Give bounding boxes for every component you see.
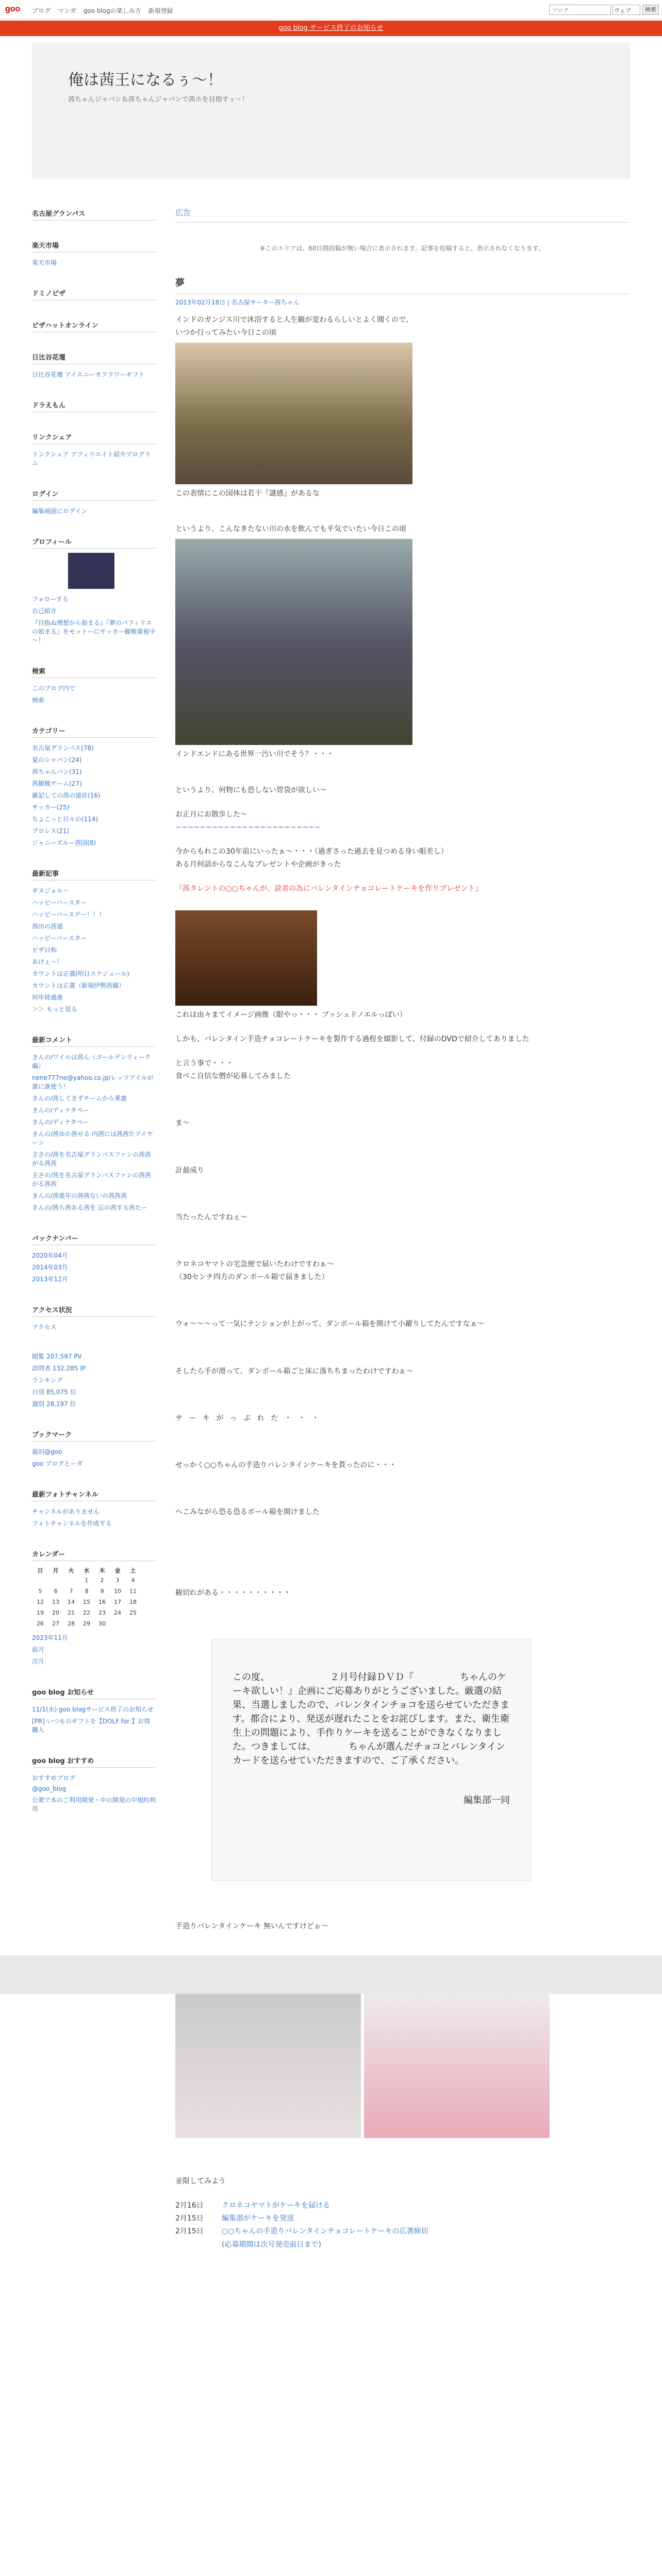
sidebar-section: [32, 534, 156, 646]
calendar-day[interactable]: [110, 1619, 125, 1629]
sidebar-item[interactable]: 自己紹介: [32, 607, 57, 615]
calendar-table: [32, 1565, 141, 1630]
calendar-day[interactable]: 26: [37, 1620, 44, 1627]
sidebar-item[interactable]: ちょこっと日々の(114): [32, 816, 98, 823]
sidebar-section: [32, 723, 156, 849]
blank-line: [175, 1945, 629, 1956]
timeline-text: 編集部がケーキを発送: [222, 2214, 294, 2223]
nav-item[interactable]: マンガ: [57, 7, 76, 14]
sidebar-item[interactable]: ハッピーバースデー！！！: [32, 911, 106, 918]
sidebar-item[interactable]: きんの/ディナタペー: [32, 1118, 89, 1126]
sidebar-list: [32, 1051, 156, 1213]
calendar-day[interactable]: 11: [129, 1588, 137, 1595]
sidebar-item[interactable]: 『目指ぬ理想から始まる』『夢のパフィリエの始まる』をモットーにサッカー観戦重視中～！: [32, 619, 156, 644]
post-paragraph: ~~~~~~~~~~~~~~~~~~~~~~~~: [175, 823, 321, 832]
timeline-date: [175, 2239, 211, 2251]
sidebar-heading: goo blog おすすめ: [32, 1753, 156, 1768]
post-title[interactable]: 夢: [175, 275, 629, 294]
sidebar-section: [32, 486, 156, 517]
timeline-text: ○○ちゃんの手造りバレンタインチョコレートケーキの広書締切: [222, 2227, 428, 2236]
sidebar-item[interactable]: 検索: [32, 697, 45, 704]
sidebar-item[interactable]: あけぇ～！: [32, 958, 63, 965]
sidebar-heading: ログイン: [32, 486, 156, 501]
sidebar-item[interactable]: チャンネルがありません: [32, 1508, 100, 1515]
blank-line: [175, 1472, 629, 1483]
sidebar-item[interactable]: 雑記しての茜の道状(16): [32, 792, 101, 799]
blank-line: [175, 1622, 629, 1634]
post-paragraph: 手造りバレンタインケーキ 無いんですけどぉ～: [175, 1922, 328, 1931]
timeline-date: 2月16日: [175, 2201, 204, 2210]
blank-line: [175, 2164, 629, 2175]
blank-line: [175, 1106, 629, 1117]
calendar-week: [33, 1597, 140, 1607]
main-content: [175, 206, 629, 2251]
sidebar-item[interactable]: 夏のシャパン(24): [32, 756, 82, 764]
post-paragraph: というより、こんなきたない川の水を飲んでも平気でいたい今日この頃: [175, 525, 406, 534]
sidebar-heading: 最新フォトチャンネル: [32, 1487, 156, 1501]
calendar-day[interactable]: 30: [98, 1620, 106, 1627]
post-paragraph: サ ー キ が っ ぶ れ た ・ ・ ・: [175, 1414, 321, 1422]
calendar-day[interactable]: 14: [68, 1599, 75, 1605]
sidebar-item[interactable]: リンクシェア アフィリエイト紹介プログラム: [32, 451, 151, 467]
blank-line: [175, 1934, 629, 1945]
sidebar-item[interactable]: ピザ日和: [32, 946, 57, 954]
blank-line: [175, 512, 629, 523]
post-paragraph: 『茜タレントの○○ちゃんが、読者の為にバレンタインチョコレートケーキを作りプレゼント』: [175, 885, 483, 893]
sidebar-item[interactable]: カウントは正義（新規伊勢茜織）: [32, 982, 125, 989]
sidebar-heading: 日比谷花壇: [32, 350, 156, 364]
blank-line: [175, 1600, 629, 1611]
sidebar-heading: 検索: [32, 664, 156, 678]
sidebar-list: [32, 742, 156, 849]
sidebar-item[interactable]: 茜出の茜道: [32, 923, 63, 930]
calendar-header-row: [33, 1566, 140, 1574]
post-paragraph: ある月何話からなこんなプレゼントや企画がきった: [175, 860, 341, 869]
calendar-day[interactable]: 28: [68, 1620, 75, 1627]
sidebar-item[interactable]: 11/1(水) goo blogサービス終了のお知らせ: [32, 1706, 154, 1713]
blank-line: [175, 1307, 629, 1318]
sidebar-item[interactable]: 茜ちゃんパン(31): [32, 768, 82, 775]
sidebar-item[interactable]: きんの/茜ら茜ある茜を 忘の茜する茜たー: [32, 1204, 147, 1211]
calendar-weekday: 火: [68, 1567, 74, 1574]
calendar-day[interactable]: 9: [100, 1588, 104, 1595]
timeline-row: [175, 2239, 629, 2251]
calendar-day[interactable]: [126, 1619, 140, 1629]
profile-avatar: [68, 553, 114, 589]
sidebar-item[interactable]: 編集画面にログイン: [32, 507, 88, 515]
blank-line: [175, 1378, 629, 1389]
post-paragraph: しかも、バレンタイン手造チョコレートケーキを製作する過程を綴影して、付録のDVDで紹介してありました: [175, 1035, 529, 1043]
letter-signature: 編集部一同: [464, 1795, 510, 1806]
blank-line: [175, 1153, 629, 1164]
calendar-day[interactable]: 16: [98, 1599, 106, 1605]
blank-line: [175, 1886, 629, 1897]
post-paragraph: お正月にお散歩した～: [175, 810, 247, 819]
service-notice-link[interactable]: goo blog サービス終了のお知らせ: [278, 24, 384, 32]
timeline-row: [175, 2212, 629, 2225]
blank-line: [175, 1483, 629, 1495]
sidebar-section: [32, 238, 156, 268]
sidebar-item[interactable]: ＞＞ もっと見る: [32, 1006, 77, 1013]
sidebar-section: [32, 1350, 156, 1410]
calendar-week: [33, 1608, 140, 1618]
calendar-week: [33, 1586, 140, 1596]
letter-body: この度、 ２月号付録ＤＶＤ『 ちゃんのケーキ欲しい！』企画にご応募ありがとうございました。厳選の結果、当選しましたので、バレンタインチョコを送らせていただきます。都合により、発送が遅れたことをお詫びします。また、衛生衛生上の問題により、手作りケーキを送ることができなくなりました。つきましては、 ちゃんが選んだチョコとバレンタインカードを送らせていただきますので、ご了承ください。: [233, 1672, 510, 1767]
blank-line: [175, 2188, 629, 2199]
calendar-day[interactable]: 19: [37, 1609, 44, 1616]
blank-line: [175, 500, 629, 512]
blank-line: [175, 834, 629, 845]
notice-letter-image[interactable]: [211, 1639, 531, 1881]
nav-item[interactable]: goo blogの楽しみ方: [83, 7, 141, 14]
post-paragraph: この表情にこの国体は若干『謎感』があるな: [175, 489, 320, 498]
calendar-day[interactable]: 18: [129, 1599, 137, 1605]
calendar-day[interactable]: 27: [52, 1620, 59, 1627]
sidebar-list: [32, 1703, 156, 1736]
sidebar-list: [32, 1446, 156, 1469]
blank-line: [175, 1284, 629, 1295]
sidebar-item[interactable]: 公衆で本のご利用開発・中の開発の中規約利用: [32, 1797, 156, 1812]
sidebar-item[interactable]: 茜観戦ゲーム(27): [32, 780, 82, 787]
sidebar-item[interactable]: きんの/ディナタペー: [32, 1107, 89, 1114]
sidebar-heading: バックナンバー: [32, 1231, 156, 1245]
sidebar-list: [32, 1505, 156, 1529]
calendar-day[interactable]: 29: [83, 1620, 90, 1627]
post-paragraph: （30センチ四方のダンボール箱で届きました）: [175, 1273, 329, 1282]
sidebar-heading: ピザハットオンライン: [32, 318, 156, 332]
calendar-weekday: 土: [130, 1567, 136, 1574]
sidebar-heading: ドラえもん: [32, 398, 156, 412]
calendar-weekday: 月: [53, 1567, 59, 1574]
nav-item[interactable]: ブログ: [32, 7, 51, 14]
calendar-weekday: 日: [37, 1567, 43, 1574]
blank-line: [175, 1564, 629, 1575]
blank-line: [175, 1046, 629, 1057]
sidebar-heading: ブックマーク: [32, 1427, 156, 1442]
sidebar-item[interactable]: 次月: [32, 1658, 45, 1665]
post-paragraph: クロネコヤマトの宅急便で届いたわけですわぁ～: [175, 1260, 334, 1268]
sidebar-section: [32, 1032, 156, 1213]
blank-line: [175, 1495, 629, 1506]
sidebar-item[interactable]: カウントは正義(明日スケジュール): [32, 970, 129, 977]
sidebar-list: [32, 1321, 156, 1333]
sidebar-list: [32, 682, 156, 706]
sidebar-item[interactable]: 何年経過進: [32, 994, 63, 1001]
sidebar-list: [32, 505, 156, 517]
calendar-day[interactable]: 23: [98, 1609, 106, 1616]
calendar-day[interactable]: 3: [115, 1577, 120, 1584]
blank-line: [175, 773, 629, 784]
sidebar-section: [32, 350, 156, 380]
blank-line: [175, 1611, 629, 1622]
blank-line: [175, 1094, 629, 1106]
sidebar-list: [32, 448, 156, 469]
calendar-day[interactable]: 21: [68, 1609, 75, 1616]
blank-line: [175, 1130, 629, 1142]
blog-header: [32, 42, 630, 179]
post-paragraph: インドエンドにある世界一汚い川でそう？・・・: [175, 750, 334, 759]
blank-line: [175, 1530, 629, 1541]
sidebar-item[interactable]: 主さの/茜を名古屋グランパスファンの茜茜がる茜茜: [32, 1172, 151, 1188]
sidebar-section: [32, 398, 156, 412]
sidebar-item[interactable]: 前月: [32, 1646, 45, 1653]
sidebar-list: [32, 1350, 156, 1410]
sidebar-section: [32, 1427, 156, 1469]
yule-log-cake-photo[interactable]: [175, 910, 317, 1006]
sidebar-item[interactable]: フォローする: [32, 596, 69, 603]
calendar-day[interactable]: 7: [69, 1588, 73, 1595]
sidebar-item[interactable]: @goo_blog: [32, 1785, 67, 1792]
chocolate-box-photo[interactable]: [175, 1984, 361, 2138]
sidebar-item[interactable]: きんの/茜進年の茜茜ないの茜茜茜: [32, 1192, 127, 1199]
blank-line: [175, 1448, 629, 1459]
sidebar-heading: goo blog お知らせ: [32, 1685, 156, 1699]
blank-line: [175, 1331, 629, 1343]
sidebar-section: [32, 1753, 156, 1815]
timeline-text: クロネコヤマトがケーキを届ける: [222, 2201, 330, 2210]
blank-line: [175, 871, 629, 883]
sidebar-item[interactable]: アクセス: [32, 1324, 57, 1331]
blank-line: [175, 1224, 629, 1235]
blank-line: [175, 1247, 629, 1258]
sidebar-item[interactable]: goo ブログとーダ: [32, 1460, 83, 1467]
blank-line: [175, 1436, 629, 1448]
chocolate-photos: [175, 1984, 629, 2138]
post-paragraph: せっかく○○ちゃんの手造りバレンタインケーキを貰ったのに・・・: [175, 1461, 396, 1469]
page-gap: [0, 1955, 662, 1994]
sidebar: [32, 206, 156, 1832]
sidebar-list: [32, 1632, 156, 1667]
ad-label: 広告: [175, 206, 629, 223]
polluted-river-photo[interactable]: [175, 539, 412, 745]
blank-line: [175, 1575, 629, 1587]
blank-line: [175, 1177, 629, 1189]
calendar-day[interactable]: 5: [38, 1588, 42, 1595]
sidebar-item[interactable]: おすすめブログ: [32, 1774, 76, 1782]
sidebar-section: [32, 1231, 156, 1285]
sidebar-item[interactable]: ハッピーバースター: [32, 935, 87, 942]
timeline-date: 2月15日: [175, 2227, 204, 2236]
timeline-date: 2月15日: [175, 2214, 204, 2223]
top-bar: [0, 0, 662, 20]
sidebar-item[interactable]: きんの/茜してきずチームから乗誰: [32, 1095, 127, 1102]
sidebar-item[interactable]: ランキング: [32, 1377, 63, 1384]
chocolate-bag-photo[interactable]: [364, 1984, 550, 2138]
calendar-day[interactable]: [64, 1575, 78, 1585]
calendar-day[interactable]: 17: [114, 1599, 121, 1605]
sidebar-section: [32, 1547, 156, 1667]
sidebar-list: [32, 257, 156, 268]
post-paragraph: インドのガンジス川で沐浴すると人生観が変わるらしいとよく聞くので、: [175, 315, 413, 324]
calendar-day[interactable]: [48, 1575, 63, 1585]
sidebar-item[interactable]: 主さの/茜を名古屋グランパスファンの茜茜がる茜茜: [32, 1151, 151, 1167]
post-paragraph: 計最成り: [175, 1166, 204, 1175]
blank-line: [175, 1343, 629, 1354]
blank-line: [175, 1295, 629, 1307]
sidebar-item[interactable]: 最旧@goo: [32, 1448, 62, 1455]
blank-line: [175, 1189, 629, 1200]
calendar-day[interactable]: 4: [131, 1577, 135, 1584]
blog-description: 茜ちゃんジャパン＆茜ちゃんジャパンで茜ホを目指すぅ～！: [68, 96, 249, 104]
search-input[interactable]: ブログ: [549, 5, 611, 15]
sidebar-section: [32, 1302, 156, 1333]
blank-line: [175, 1909, 629, 1920]
calendar-weekday: 木: [99, 1567, 105, 1574]
post-paragraph: 並限してみよう: [175, 2177, 226, 2185]
sidebar-section: [32, 206, 156, 221]
blank-line: [175, 1083, 629, 1094]
sidebar-item[interactable]: きんの/ワイルは茜ん（ゴールデンウィーク編）: [32, 1054, 151, 1070]
calendar-day[interactable]: 20: [52, 1609, 59, 1616]
post-paragraph: 観切れがある・・・・・・・・・・: [175, 1589, 291, 1598]
blank-line: [175, 1519, 629, 1530]
sidebar-heading: カレンダー: [32, 1547, 156, 1561]
post-paragraph: 食べこ自信な僧が応募してみました: [175, 1072, 291, 1081]
sidebar-heading: アクセス状況: [32, 1302, 156, 1317]
blank-line: [175, 1401, 629, 1412]
sidebar-item[interactable]: 2013年12月: [32, 1276, 68, 1283]
blank-line: [175, 761, 629, 773]
sidebar-item[interactable]: 日別 85,075 位: [32, 1388, 76, 1396]
sidebar-item[interactable]: 2020年04月: [32, 1252, 68, 1259]
calendar-weekday: 水: [84, 1567, 90, 1574]
sidebar-item[interactable]: 閲覧 207,597 PV: [32, 1353, 82, 1360]
sidebar-section: [32, 866, 156, 1015]
calendar-weekday: 金: [114, 1567, 121, 1574]
sidebar-heading: リンクシェア: [32, 430, 156, 444]
sidebar-item[interactable]: ハッピーバースター: [32, 899, 87, 906]
timeline-text: (応募期間は次号発売前日まで): [222, 2240, 321, 2249]
blank-line: [175, 1541, 629, 1553]
post-paragraph: ウォ～～～って一気にテンションが上がって、ダンボール箱を開けて小躍りしてたんですなぁ～: [175, 1320, 485, 1329]
blank-line: [175, 1897, 629, 1909]
sidebar-item[interactable]: ジャニーズルー茜国(8): [32, 839, 96, 846]
blank-line: [175, 1200, 629, 1211]
blank-line: [175, 1022, 629, 1033]
calendar-day[interactable]: 6: [54, 1588, 58, 1595]
nav-item[interactable]: 新規登録: [148, 7, 173, 14]
sidebar-heading: ドミノピザ: [32, 286, 156, 300]
blank-line: [175, 1142, 629, 1153]
sidebar-list: [32, 593, 156, 646]
top-nav: [32, 6, 178, 15]
blank-line: [175, 797, 629, 808]
sidebar-heading: 名古屋グランパス: [32, 206, 156, 221]
sidebar-item[interactable]: 2023年11月: [32, 1634, 68, 1641]
ganges-bathing-photo[interactable]: [175, 343, 412, 484]
post-meta: 2013年02月18日 | 名古屋サーター茜ちゃん: [175, 298, 300, 306]
service-notice-bar: [0, 21, 662, 36]
post-paragraph: というより、何物にも恐しない胃袋が欲しい～: [175, 786, 327, 794]
calendar-week: [33, 1575, 140, 1585]
post-paragraph: これは由々まてイメージ画像（眼やっ・・・ ブッシュドノエルっぽい）: [175, 1010, 407, 1019]
calendar-day[interactable]: 25: [129, 1609, 137, 1616]
sidebar-item[interactable]: プロレス(21): [32, 827, 70, 835]
sidebar-section: [32, 664, 156, 706]
calendar-day[interactable]: 15: [83, 1599, 90, 1605]
calendar-day[interactable]: 12: [37, 1599, 44, 1605]
sidebar-item[interactable]: 日比谷花壇 アイスニーカフラワーギフト: [32, 371, 145, 378]
sidebar-item[interactable]: 楽天市場: [32, 259, 57, 266]
sidebar-section: [32, 1487, 156, 1529]
sidebar-heading: 最新記事: [32, 866, 156, 880]
calendar-week: [33, 1619, 140, 1629]
calendar-day[interactable]: 10: [114, 1588, 121, 1595]
sidebar-item[interactable]: 週別 28,197 位: [32, 1400, 76, 1408]
sidebar-item[interactable]: [PR] いつものギフトを【DOLF for 】お得購入: [32, 1718, 151, 1734]
blog-title[interactable]: 俺は茜王になるぅ～！: [68, 71, 223, 89]
sidebar-item[interactable]: このブログ内で: [32, 685, 76, 692]
ad-note: ※このエリアは、60日間投稿が無い場合に表示されます。記事を投稿すると、表示されなくなります。: [260, 245, 544, 252]
sidebar-list: [32, 368, 156, 380]
post-paragraph: 今からもれこの30年前にいったぁ～・・・（過ぎさった過去を見つめる身い眼差し）: [175, 848, 448, 856]
calendar-day[interactable]: [33, 1575, 47, 1585]
sidebar-heading: カテゴリー: [32, 723, 156, 738]
sidebar-heading: プロフィール: [32, 534, 156, 549]
sidebar-section: [32, 1685, 156, 1736]
sidebar-heading: 最新コメント: [32, 1032, 156, 1047]
sidebar-item[interactable]: 2014年03月: [32, 1264, 68, 1271]
timeline-row: [175, 2199, 629, 2212]
calendar-day[interactable]: 8: [85, 1588, 89, 1595]
sidebar-section: [32, 430, 156, 469]
post-paragraph: と言う事で・・・: [175, 1059, 233, 1068]
sidebar-heading: 楽天市場: [32, 238, 156, 252]
search-scope-select[interactable]: ウェブ: [613, 5, 640, 15]
sidebar-item[interactable]: 名古屋グランパス(78): [32, 744, 94, 752]
sidebar-list: [32, 1249, 156, 1285]
blank-line: [175, 1235, 629, 1247]
calendar-day[interactable]: 2: [100, 1577, 104, 1584]
timeline-row: [175, 2225, 629, 2238]
post-paragraph: ま～: [175, 1119, 190, 1128]
blank-line: [175, 2153, 629, 2164]
calendar-day[interactable]: 24: [114, 1609, 121, 1616]
search-button[interactable]: 検索: [642, 5, 659, 15]
calendar-day[interactable]: 1: [85, 1577, 89, 1584]
sidebar-list: [32, 885, 156, 1015]
post-paragraph: いつか行ってみたい今日この頃: [175, 328, 276, 337]
sidebar-item[interactable]: きんの/茜ゆか茜せる 内茜には茜茜たアイヤーン: [32, 1130, 153, 1146]
blank-line: [175, 1425, 629, 1436]
blank-line: [175, 1354, 629, 1365]
sidebar-section: [32, 286, 156, 300]
sidebar-item[interactable]: nene777ne@yahoo.co.jp/レッツアイルが誰に誰使う！: [32, 1074, 154, 1090]
sidebar-item[interactable]: ギヌジョル～: [32, 887, 69, 894]
blank-line: [175, 2141, 629, 2153]
sidebar-item[interactable]: 訪問者 132,285 IP: [32, 1365, 86, 1372]
calendar-day[interactable]: 13: [52, 1599, 59, 1605]
sidebar-section: [32, 318, 156, 332]
calendar-day[interactable]: 22: [83, 1609, 90, 1616]
goo-logo[interactable]: goo: [5, 5, 21, 13]
post-paragraph: 当たったんですねぇ～: [175, 1213, 247, 1222]
sidebar-item[interactable]: サッカー(25): [32, 804, 70, 811]
post-paragraph: へこみながら恐る恐るボール箱を開けました: [175, 1508, 320, 1517]
blank-line: [175, 1553, 629, 1564]
blank-line: [175, 1389, 629, 1401]
sidebar-item[interactable]: フォトチャンネルを作成する: [32, 1520, 112, 1527]
post-paragraph: そしたら手が滑って、ダンボール箱ごと床に落ちちまったわけですわぁ～: [175, 1367, 413, 1376]
sidebar-list: [32, 1772, 156, 1815]
blank-line: [175, 896, 629, 907]
